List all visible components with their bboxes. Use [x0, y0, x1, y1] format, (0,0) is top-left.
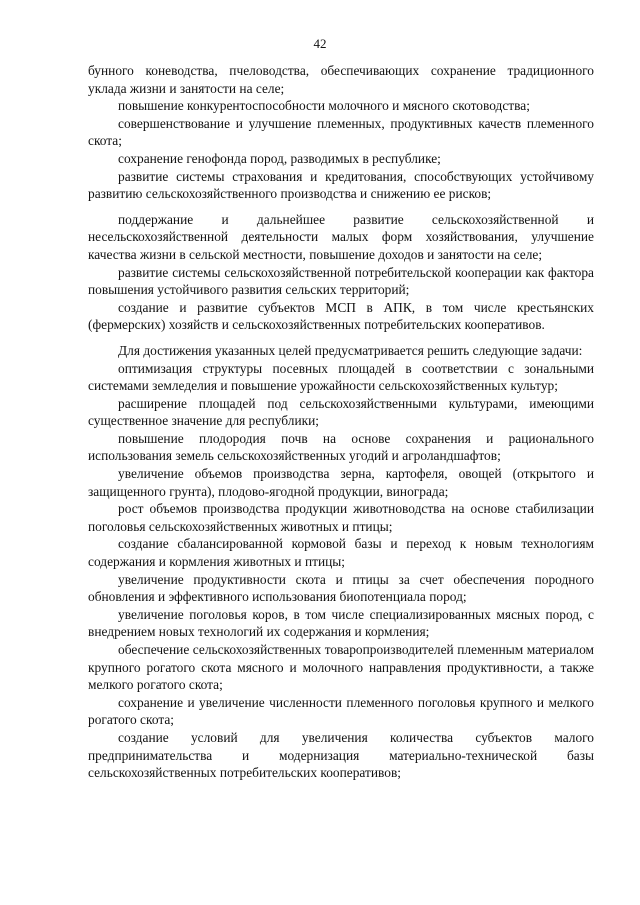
- paragraph-continuation: бунного коневодства, пчеловодства, обеспечивающих сохранение традиционного уклада жизни и занятости на селе;: [88, 63, 594, 96]
- paragraph: оптимизация структуры посевных площадей в соответствии с зональными системами земледелия и повышение урожайности сельскохозяйственных культур;: [88, 360, 594, 394]
- document-body: [88, 62, 594, 782]
- paragraph: создание и развитие субъектов МСП в АПК, в том числе крестьянских (фермерских) хозяйств и сельскохозяйственных потребительских кооперативов.: [88, 299, 594, 333]
- paragraph: развитие системы страхования и кредитования, способствующих устойчивому развитию сельскохозяйственного производства и снижению ее рисков;: [88, 168, 594, 202]
- paragraph: расширение площадей под сельскохозяйственными культурами, имеющими существенное значение для республики;: [88, 395, 594, 429]
- paragraph: создание сбалансированной кормовой базы и переход к новым технологиям содержания и кормления животных и птицы;: [88, 536, 594, 570]
- paragraph: сохранение и увеличение численности племенного поголовья крупного и мелкого рогатого скота;: [88, 694, 594, 728]
- paragraph: увеличение продуктивности скота и птицы за счет обеспечения породного обновления и эффективного использования биопотенциала пород;: [88, 571, 594, 605]
- paragraph: поддержание и дальнейшее развитие сельскохозяйственной и несельскохозяйственной деятельности малых форм хозяйствования, улучшение качества жизни в сельской местности, повышение доходов и занятости на селе;: [88, 211, 594, 262]
- page-number: 42: [313, 36, 327, 51]
- paragraph: создание условий для увеличения количества субъектов малого предпринимательства и модернизация материально-технической базы сельскохозяйственных потребительских кооперативов;: [88, 729, 594, 781]
- paragraph-intro: Для достижения указанных целей предусматривается решить следующие задачи:: [118, 342, 583, 358]
- paragraph: рост объемов производства продукции животноводства на основе стабилизации поголовья сельскохозяйственных животных и птицы;: [88, 501, 594, 534]
- paragraph: развитие системы сельскохозяйственной потребительской кооперации как фактора повышения устойчивого развития сельских территорий;: [88, 264, 594, 298]
- paragraph: увеличение поголовья коров, в том числе специализированных мясных пород, с внедрением новых технологий их содержания и кормления;: [88, 606, 594, 640]
- paragraph: обеспечение сельскохозяйственных товаропроизводителей племенным материалом крупного рогатого скота мясного и молочного направления продуктивности, а также мелкого рогатого скота;: [88, 642, 594, 693]
- paragraph: увеличение объемов производства зерна, картофеля, овощей (открытого и защищенного грунта), плодово-ягодной продукции, винограда;: [88, 466, 594, 499]
- paragraph: повышение плодородия почв на основе сохранения и рационального использования земель сельскохозяйственных угодий и агроландшафтов;: [88, 430, 594, 464]
- paragraph: повышение конкурентоспособности молочного и мясного скотоводства;: [118, 98, 530, 114]
- paragraph: совершенствование и улучшение племенных, продуктивных качеств племенного скота;: [88, 115, 594, 149]
- paragraph: сохранение генофонда пород, разводимых в республике;: [118, 150, 441, 166]
